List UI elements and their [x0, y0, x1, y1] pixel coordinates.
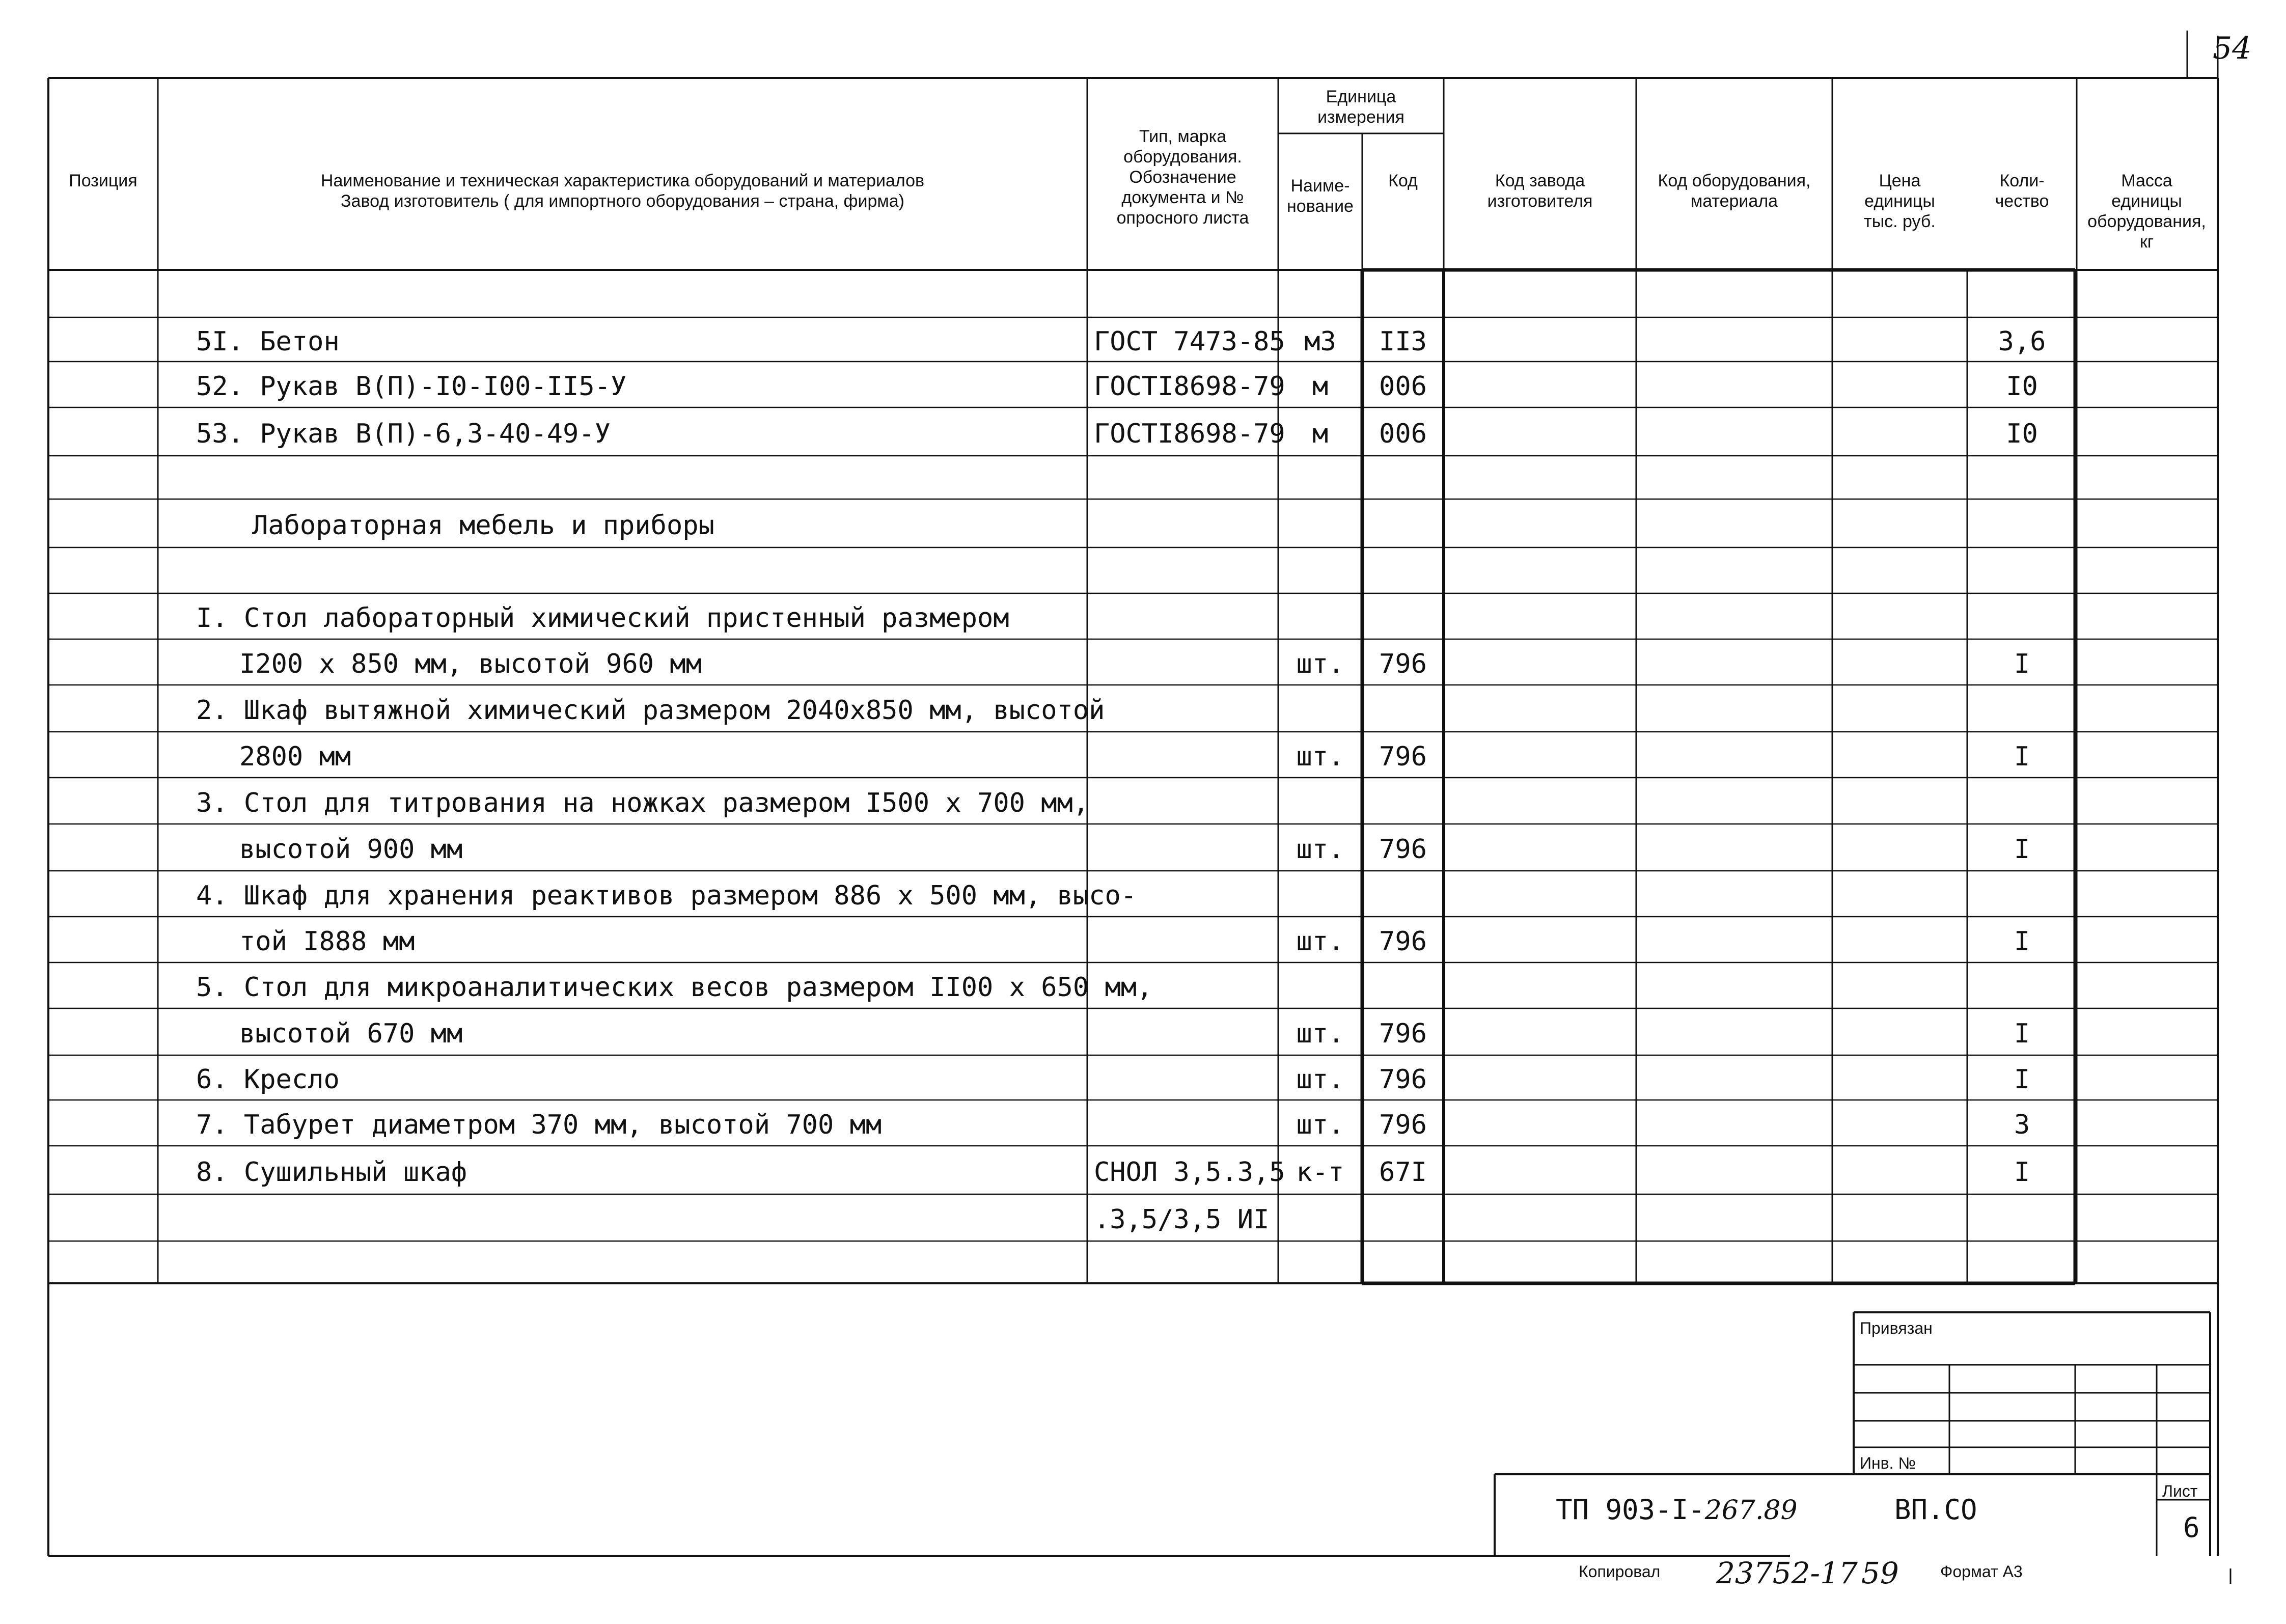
row-quantity: I0	[2006, 418, 2038, 449]
row-quantity: 3	[2014, 1110, 2030, 1140]
row-unit: шт.	[1296, 1019, 1344, 1049]
stamp-section: ВП.СО	[1894, 1494, 1977, 1526]
row-code: 67I	[1379, 1157, 1427, 1188]
stamp-doc-code-prefix: ТП 903-I-	[1556, 1494, 1705, 1526]
row-quantity: I	[2014, 649, 2030, 679]
row-name: 4. Шкаф для хранения реактивов размером 886 х 500 мм, высо-	[196, 880, 1137, 911]
header-unit-code: Код	[1388, 171, 1418, 190]
footer-format-label: Формат А3	[1940, 1562, 2023, 1581]
row-quantity: I	[2014, 1064, 2030, 1095]
page-mark: 54	[2213, 31, 2252, 66]
header-unit-name: Наиме- нование	[1287, 176, 1354, 216]
row-quantity: I	[2014, 1157, 2030, 1188]
row-quantity: 3,6	[1998, 326, 2046, 357]
row-code: 796	[1379, 926, 1427, 957]
header-type: Тип, марка оборудования. Обозначение документа и № опросного листа	[1116, 127, 1249, 228]
row-name: высотой 670 мм	[239, 1019, 463, 1049]
stamp-inv-label: Инв. №	[1860, 1454, 1916, 1472]
row-quantity: I	[2014, 1019, 2030, 1049]
row-code: 796	[1379, 741, 1427, 772]
row-code: 796	[1379, 1110, 1427, 1140]
row-name: 3. Стол для титрования на ножках размером I500 х 700 мм,	[196, 787, 1089, 818]
row-doc: ГОСТI8698-79	[1094, 371, 1285, 402]
row-name: 2. Шкаф вытяжной химический размером 2040х850 мм, высотой	[196, 695, 1105, 726]
row-name: 5I. Бетон	[196, 326, 340, 357]
row-code: II3	[1379, 326, 1427, 357]
footer-copied-label: Копировал	[1579, 1562, 1661, 1581]
row-code: 796	[1379, 1019, 1427, 1049]
row-code: 796	[1379, 649, 1427, 679]
row-name: 2800 мм	[239, 741, 351, 772]
row-unit: шт.	[1296, 1110, 1344, 1140]
stamp-bound-label: Привязан	[1860, 1319, 1933, 1337]
header-price: Цена единицы тыс. руб.	[1864, 171, 1936, 231]
header-unit-group: Единица измерения	[1317, 87, 1404, 127]
row-name: 7. Табурет диаметром 370 мм, высотой 700 мм	[196, 1110, 882, 1140]
stamp-doc-code-hand: 267.89	[1704, 1495, 1798, 1526]
row-name: 5. Стол для микроаналитических весов размером II00 х 650 мм,	[196, 972, 1153, 1003]
row-unit: м	[1312, 418, 1329, 449]
row-unit: шт.	[1296, 834, 1344, 865]
row-quantity: I	[2014, 926, 2030, 957]
row-unit: шт.	[1296, 649, 1344, 679]
footer-copy-page: 59	[1861, 1556, 1899, 1590]
row-name: высотой 900 мм	[239, 834, 463, 865]
row-name: 8. Сушильный шкаф	[196, 1157, 467, 1188]
header-factory-code: Код завода изготовителя	[1487, 171, 1593, 211]
row-name: 52. Рукав В(П)-I0-I00-II5-У	[196, 371, 627, 402]
row-name: I. Стол лабораторный химический пристенный размером	[196, 603, 1009, 634]
stamp-doc-code	[1556, 1495, 1798, 1526]
header-mass: Масса единицы оборудования, кг	[2087, 171, 2206, 252]
row-unit: м	[1312, 371, 1329, 402]
row-quantity: I	[2014, 834, 2030, 865]
header-name: Наименование и техническая характеристика оборудований и материалов Завод изготовитель ( для импортного оборудования – страна, фирма)	[320, 171, 925, 211]
header-equipment-code: Код оборудования, материала	[1658, 171, 1811, 211]
row-doc: ГОСТI8698-79	[1094, 418, 1285, 449]
row-unit: к-т	[1296, 1157, 1344, 1188]
header-position: Позиция	[69, 171, 137, 190]
row-unit: шт.	[1296, 741, 1344, 772]
row-code: 006	[1379, 371, 1427, 402]
header-quantity: Коли- чество	[1995, 171, 2049, 211]
row-quantity: I	[2014, 741, 2030, 772]
row-doc: СНОЛ 3,5.3,5	[1094, 1157, 1285, 1188]
row-name: той I888 мм	[239, 926, 415, 957]
row-doc: ГОСТ 7473-85	[1094, 326, 1285, 357]
row-doc: .3,5/3,5 ИI	[1094, 1204, 1270, 1235]
stamp-sheet-number: 6	[2183, 1511, 2200, 1544]
footer-copy-number: 23752-17	[1716, 1556, 1858, 1590]
row-name: Лабораторная мебель и приборы	[252, 510, 714, 541]
row-code: 006	[1379, 418, 1427, 449]
row-unit: шт.	[1296, 1064, 1344, 1095]
row-name: I200 х 850 мм, высотой 960 мм	[239, 649, 702, 679]
row-code: 796	[1379, 1064, 1427, 1095]
row-quantity: I0	[2006, 371, 2038, 402]
row-unit: шт.	[1296, 926, 1344, 957]
row-code: 796	[1379, 834, 1427, 865]
row-name: 6. Кресло	[196, 1064, 340, 1095]
row-name: 53. Рукав В(П)-6,3-40-49-У	[196, 418, 611, 449]
stamp-sheet-label: Лист	[2162, 1482, 2198, 1500]
row-unit: м3	[1304, 326, 1336, 357]
